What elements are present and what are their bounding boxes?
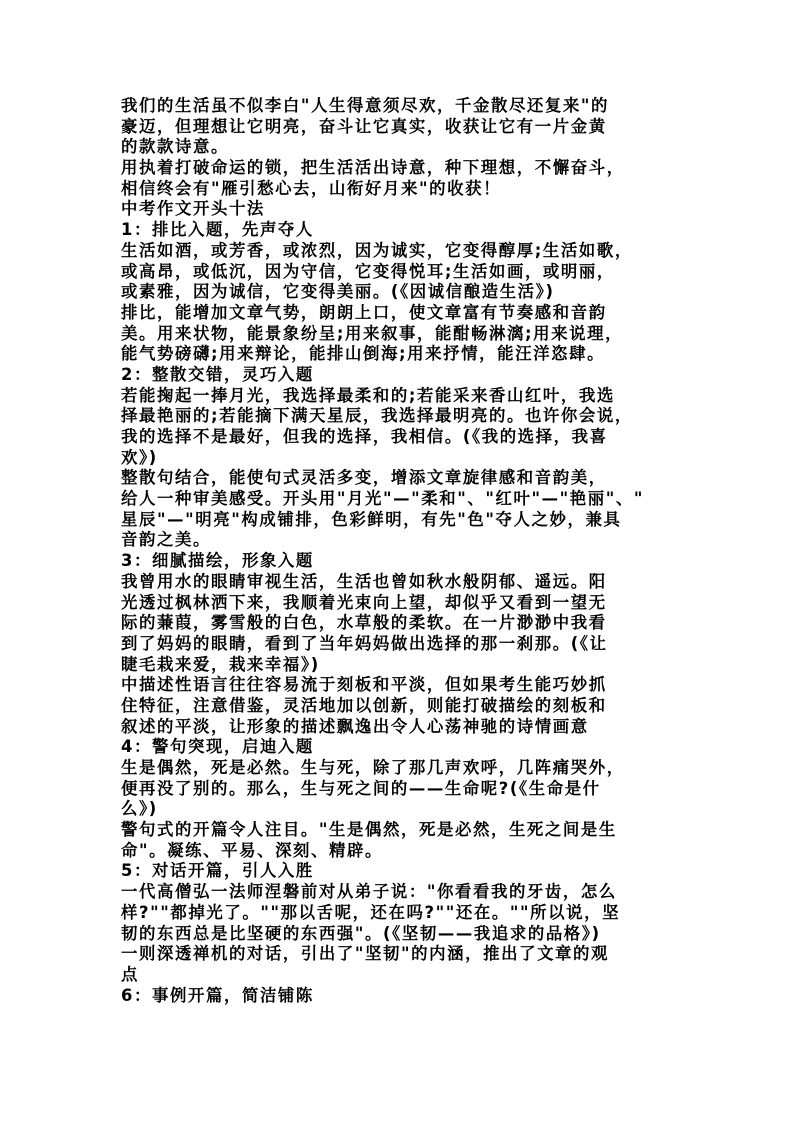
text-line: 点: [121, 964, 139, 984]
text-line: 择最艳丽的;若能摘下满天星辰，我选择最明亮的。也许你会说，: [121, 406, 633, 426]
text-line: 整散句结合，能使句式灵活多变，增添文章旋律感和音韵美，: [121, 468, 607, 488]
text-line: 中描述性语言往往容易流于刻板和平淡，但如果考生能巧妙抓: [121, 675, 607, 695]
text-line: 睫毛栽来爱，栽来幸福》): [121, 654, 320, 674]
text-line: 给人一种审美感受。开头用"月光"—"柔和"、"红叶"—"艳丽"、": [121, 489, 645, 509]
text-line: 音韵之美。: [121, 530, 211, 550]
text-line: 生是偶然，死是必然。生与死，除了那几声欢呼，几阵痛哭外，: [121, 758, 625, 777]
text-line: 1：排比入题，先声夺人: [121, 220, 314, 240]
text-line: 叙述的平淡，让形象的描述飘逸出令人心荡神驰的诗情画意: [121, 716, 589, 736]
text-line: 能气势磅礴;用来辩论，能排山倒海;用来抒情，能汪洋恣肆。: [121, 344, 606, 364]
document-body: [121, 96, 681, 1006]
text-line: 排比，能增加文章气势，朗朗上口，使文章富有节奏感和音韵: [121, 302, 607, 322]
text-line: 便再没了别的。那么，生与死之间的——生命呢?(《生命是什: [121, 778, 601, 798]
text-line: 中考作文开头十法: [121, 199, 265, 219]
text-line: 光透过枫林洒下来，我顺着光束向上望，却似乎又看到一望无: [121, 592, 607, 612]
text-line: 2：整散交错，灵巧入题: [121, 364, 314, 384]
text-line: 我的选择不是最好，但我的选择，我相信。(《我的选择，我喜: [121, 427, 608, 446]
text-line: 3：细腻描绘，形象入题: [121, 551, 314, 571]
text-line: 豪迈，但理想让它明亮，奋斗让它真实，收获让它有一片金黄: [121, 116, 607, 136]
text-line: 或素雅，因为诚信，它变得美丽。(《因诚信酿造生活》): [121, 282, 555, 302]
text-line: 若能掬起一捧月光，我选择最柔和的;若能采来香山红叶，我选: [121, 385, 615, 405]
text-line: 我们的生活虽不似李白"人生得意须尽欢，千金散尽还复来"的: [121, 96, 610, 115]
text-line: 一代高僧弘一法师涅磐前对从弟子说："你看看我的牙齿，怎么: [121, 882, 617, 902]
text-line: 住特征，注意借鉴，灵活地加以创新，则能打破描绘的刻板和: [121, 695, 607, 715]
text-line: 一则深透禅机的对话，引出了"坚韧"的内涵，推出了文章的观: [121, 944, 610, 964]
text-line: 生活如酒，或芳香，或浓烈，因为诚实，它变得醇厚;生活如歌，: [121, 240, 633, 260]
text-line: 的款款诗意。: [121, 137, 229, 157]
text-line: 美。用来状物，能景象纷呈;用来叙事，能酣畅淋漓;用来说理，: [121, 323, 624, 343]
text-line: 星辰"—"明亮"构成铺排，色彩鲜明，有先"色"夺人之妙，兼具: [121, 509, 622, 529]
text-line: 么》): [121, 799, 158, 819]
text-line: 用执着打破命运的锁，把生活活出诗意，种下理想，不懈奋斗，: [121, 158, 625, 178]
text-line: 5：对话开篇，引人入胜: [121, 861, 314, 881]
text-line: 或高昂，或低沉，因为守信，它变得悦耳;生活如画，或明丽，: [121, 261, 615, 281]
text-line: 到了妈妈的眼睛，看到了当年妈妈做出选择的那一刹那。(《让: [121, 633, 608, 653]
text-line: 4：警句突现，启迪入题: [121, 737, 314, 757]
text-line: 警句式的开篇令人注目。"生是偶然，死是必然，生死之间是生: [121, 820, 617, 840]
text-line: 韧的东西总是比坚硬的东西强"。(《坚韧——我追求的品格》): [121, 923, 601, 943]
text-line: 6：事例开篇，简洁铺陈: [121, 985, 314, 1005]
text-line: 欢》): [121, 447, 158, 467]
text-line: 相信终会有"雁引愁心去，山衔好月来"的收获！: [121, 178, 502, 198]
text-line: 际的蒹葭，雾雪般的白色，水草般的柔软。在一片渺渺中我看: [121, 613, 607, 633]
text-line: 命"。凝练、平易、深刻、精辟。: [121, 840, 384, 860]
text-line: 样?""都掉光了。""那以舌呢，还在吗?""还在。""所以说，坚: [121, 902, 621, 922]
text-line: 我曾用水的眼睛审视生活，生活也曾如秋水般阴郁、遥远。阳: [121, 571, 607, 591]
